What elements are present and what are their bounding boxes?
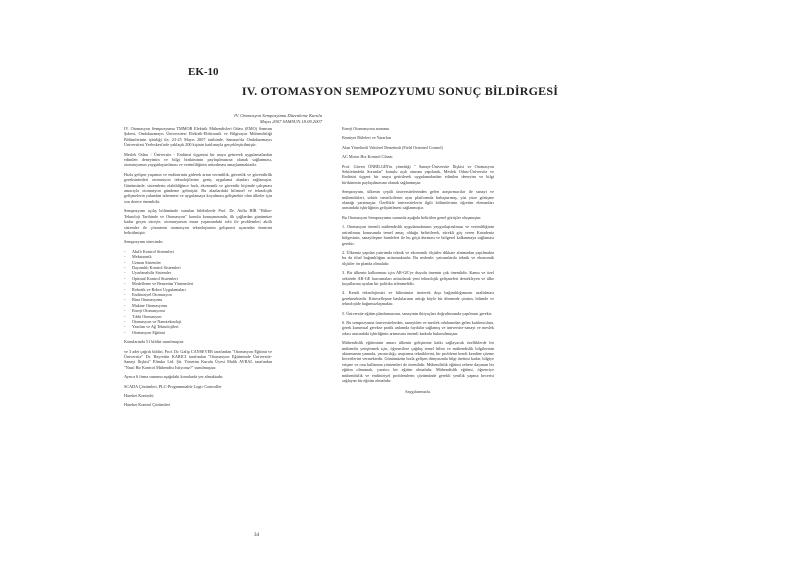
paragraph: AC Motor Hız Kontrol Cihazı — [342, 154, 393, 160]
topic-item: - Robotik ve Robot Uygulamaları — [124, 287, 272, 292]
paragraph: ve 3 adet çağrılı bildiri, Prof. Dr. Galip CANSEVER tarafından "Otomasyon Eğitimi ve Üniversite" Dr. Hayrettin KARICI tarafından "Otomasyon Eğitiminde Üniversite-Sanayi İlişkisi" Elimko Ltd. Şti. Yönetim Kurulu Üyesi Malik AVBAL tarafından "Nasıl Bir Kontrol Mühendisi İstiyoruz?" sunulmuştur. — [124, 348, 272, 370]
numbered-item: 4. Kendi teknolojimizi ve bilimimizi üreterek dışa bağımlılığımızın azaltılması gerekmektedir. Küreselleşme baskılarının arttığı böyle bir dönemde çözüm, bilimde ve teknolojide bağımsızlaşmaktır. — [342, 290, 494, 307]
left-paragraphs-1 — [124, 126, 272, 245]
right-paragraphs-2 — [342, 340, 494, 383]
right-column — [342, 126, 494, 395]
topic-item: - Tıbbi Otomasyon — [124, 314, 272, 319]
topic-item: - Optimal Kontrol Sistemleri — [124, 276, 272, 281]
paragraph: Bu Otomasyon Sempozyumu sonunda aşağıda belirtilen genel görüşler oluşmuştur. — [342, 214, 482, 220]
paragraph: Sempozyum sürecinde; — [124, 239, 164, 245]
paragraph: Hızla gelişen yaşamın ve endüstrinin giderek artan verimlilik, güvenlik ve güvenilirlik gereksinimleri otomasyon teknolojilerine geniş uygulama alanları sağlamıştır. Günümüzde, sistemlerin olabildiğince hızlı, ekonomik ve güvenilir biçimde çalışması amacıyla otomasyon gündeme gelmiştir. Bu alanlardaki bilimsel ve teknolojik gelişmelerin yakından izlenmesi ve uygulamaya koyulması gelişmekte olan ülkeler için son derece önemlidir. — [124, 171, 272, 204]
paragraph: Prof. Güven ÖNBİLGİN'in yönettiği " Sanayi-Üniversite İlişkisi ve Otomasyon Sektöründeki Sorunlar" konulu açık oturum yapılarak, Meslek Odası-Üniversite ve Endüstri üçgeni bir araya getirilerek uygulamalardan edinilen deneyim ve bilgi birikiminin paylaşılmasına olanak sağlanmıştır. — [342, 163, 494, 185]
appendix-label: EK-10 — [188, 66, 219, 78]
numbered-item: 1. Otomasyon önemli mühendislik uygulamalarının yaygınlaştırılması ve verimliliğinin arttırılması konusunda temel amaç olduğu belirtilerek, sürekli göç veren Karadeniz bölgesinin, sanayileşme hamleleri ile bu göçü durması ve bölgesel kalkınmaya sağlaması gerekir. — [342, 224, 494, 246]
paragraph: Hareket Kontrolü — [124, 393, 154, 399]
topic-item: - Yazılım ve Ağ Teknolojileri — [124, 324, 272, 329]
subtitle-line-1: IV. Otomasyon Sempozyumu Düzenleme Kurulu — [234, 113, 322, 118]
topic-item: - Modelleme ve Benzetim Yöntemleri — [124, 281, 272, 286]
topic-item: - Uyarlanabilir Sistemler — [124, 270, 272, 275]
paragraph: Enerji Otomasyonu sunumu — [342, 126, 389, 131]
subtitle-line-2: Mayıs 2007 SAMSUN.18.09.2007 — [259, 119, 322, 124]
topic-item: - Otomasyon ve Nanoteknoloji — [124, 319, 272, 324]
paragraph: Meslek Odası - Üniversite - Endüstri üçgenini bir araya getirerek uygulamalardan edinilen deneyimin ve bilgi birikiminin paylaşılmasına olanak sağlanması, otomasyonun yaygınlaştırılması ve verimliliğinin arttırılması amaçlanmaktadır. — [124, 151, 272, 168]
numbered-item: 3. Bir ülkenin kalkınması için AR-GE'ye duyulu önemin çok önemlidir. Kamu ve özel sektörde AR-GE harcamaları arttırılarak yeni teknolojik gelişmeleri destekleyen ve ülke koşullarına uyulan bir politika izlenmelidir. — [342, 270, 494, 286]
paragraph: Hareket Kontrol Çözümleri — [124, 402, 171, 408]
numbered-list — [342, 224, 494, 336]
numbered-item: 5. Üniversite eğitim planlamasının, sanayinin ihtiyaçları doğrultusunda yapılması gerekir. — [342, 310, 493, 316]
paragraph: SCADA Çözümleri, PLC-Programmable Logic Controller — [124, 383, 222, 389]
paragraph: Emniyet Röleleri ve Yararları — [342, 135, 392, 141]
paragraph: Konularında 51 bildiri sunulmuştur. — [124, 339, 185, 345]
numbered-item: 6. Bu sempozyuma üniversitelerden, sanayiden ve meslek odalarından gelen katılımcılara, gerek kurumsal gerekse pratik anlamda faydalar sağlamış ve üniversite-sanayi ve meslek odası arasındaki işbirliğinin artmasına önemli katkıda bulunulmuştur. — [342, 319, 494, 336]
topic-item: - Mekatronik — [124, 254, 272, 259]
subtitle — [234, 113, 322, 125]
topic-item: - Dayanıklı Kontrol Sistemleri — [124, 265, 272, 270]
topic-item: - Enerji Otomasyonu — [124, 308, 272, 313]
topic-item: - Bina Otomasyonu — [124, 297, 272, 302]
numbered-item: 2. Ülkemiz yapılan yatırımda teknik ve ekonomik ölçütler dikkate alınmadan yapılmakta bu da ithal bağımlılığını arttırmaktadır. Bu nedenle; yatırımlarda teknik ve ekonomik ölçütler ön planda olmalıdır. — [342, 249, 494, 266]
topic-item: - Endüstriyel Otomasyon — [124, 292, 272, 297]
topic-item: - Makine Otomasyonu — [124, 303, 272, 308]
paragraph: Mühendislik eğitiminin amacı ülkenin gelişimine katkı sağlayacak özelliklerde bir mühendis yetiştirmek için, öğrencilere çağdaş temel bilim ve mühendislik bilgilerinin aktarmanın yanında, yaratıcılığı, araştırma tekniklerini, bir problemi kendi kendine çözme becerilerini vermektedir. Günümüzün hızla gelişen dünyasında bilgi üretimi kadar, bilgiye erişme ve onu kullanma yöntemleri de önemlidir. Mühendislik eğitimi zehere dayanan bir eğitim olmamalı, yaratıcı bir eğitim olmalıdır. Mühendislik eğitimi, öğrenciye mühendislik ve endüstriyel problemlerin çözümünde gerekli yenilik yapma becerisi sağlayan bir eğitim olmalıdır. — [342, 340, 494, 384]
left-column — [124, 126, 272, 412]
left-paragraphs-2 — [124, 339, 272, 408]
topic-item: - Uzman Sistemler — [124, 260, 272, 265]
right-paragraphs-1 — [342, 126, 494, 220]
paragraph: IV. Otomasyon Sempozyumu TMMOB Elektrik Mühendisleri Odası (EMO) Samsun Şubesi, Ondokuzmayıs Üniversitesi Elektrik-Elektronik ve Bilgisayar Mühendisliği Bölümlerinin işbirliği ile, 23-25 Mayıs 2007 tarihinde, Samsun'da Ondokuzmayıs Üniversitesi Yerleskesi'nde yaklaşık 200 kişinin katılımıyla gerçekleştirilmiştir. — [124, 126, 272, 148]
paragraph: Ayrıca 6 firma sunumu aşağıdaki konularda yer almaktadır. — [124, 374, 224, 380]
paragraph: Alan Yönelimli Vektörel Denetimli (Field Oriented Control) — [342, 144, 443, 150]
paragraph: Sempozyum, ülkenin çeşitli üniversitelerinden gelen araştırmacılar ile sanayi ve mühendisleri, sektör temsilcilerini aynı platformda buluşturmuş, yüz yüze görüşme olanağı yaratmıştır. Özellikle üniversitelerin ilgili bölümlerinin öğretim elemanları arasındaki işbirliğinin geliştirilmesi sağlanmıştır. — [342, 189, 494, 211]
document-title: IV. OTOMASYON SEMPOZYUMU SONUÇ BİLDİRGESİ — [241, 84, 559, 98]
paragraph: Sempozyum açılış bölümünde sunulan bildirilerde Prof. Dr. Atilla BİR "Bilim-Teknoloji Tarihinde ve Otomasyon" konulu konuşmasında, ilk çağlardan günümüze kadar geçen süreçte, otomasyonun insan yaşamındaki rolü ile problemleri akıllı sistemler ile çözmenin otomasyon teknolojisinin gelişmesi açısından önemini belirtilmiştir. — [124, 208, 272, 235]
closing: Saygılarımızla. — [405, 389, 431, 395]
topic-item: - Otomasyon Eğitimi — [124, 330, 272, 335]
topic-item: - Akıllı Kontrol Sistemleri — [124, 249, 272, 254]
page-number: 34 — [254, 533, 259, 538]
topic-list — [124, 249, 272, 336]
